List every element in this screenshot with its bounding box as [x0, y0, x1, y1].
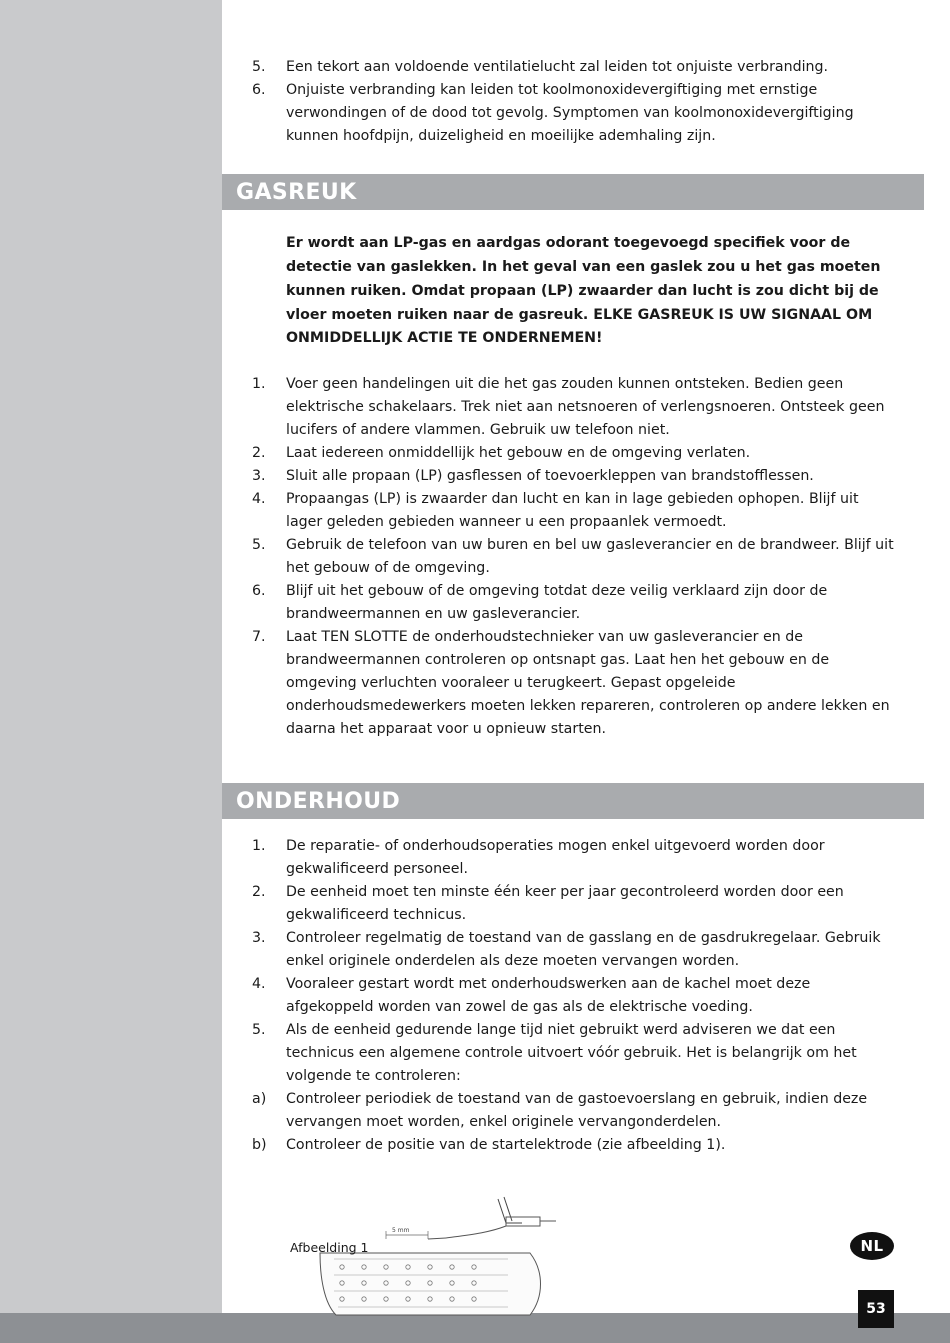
- list-item: [248, 488, 896, 534]
- list-marker: 6.: [252, 82, 266, 98]
- list-item: [248, 534, 896, 580]
- list-item: [248, 442, 896, 465]
- list-marker: 4.: [252, 491, 266, 508]
- list-text: Gebruik de telefoon van uw buren en bel uw gasleverancier en de brandweer. Blijf uit het gebouw of de omgeving.: [286, 537, 894, 577]
- page-content: [222, 0, 950, 1317]
- list-item: [248, 56, 896, 79]
- list-marker: 2.: [252, 884, 266, 901]
- section-title: ONDERHOUD: [236, 788, 401, 814]
- onderhoud-list: [248, 835, 896, 1157]
- list-item: [248, 881, 896, 927]
- gasreuk-intro-paragraph: Er wordt aan LP-gas en aardgas odorant toegevoegd specifiek voor de detectie van gaslekken. In het geval van een gaslek zou u het gas moeten kunnen ruiken. Omdat propaan (LP) zwaarder dan lucht is zou dicht bij de vloer moeten ruiken naar de gasreuk. ELKE GASREUK IS UW SIGNAAL OM ONMIDDELLIJK ACTIE TE ONDERNEMEN!: [286, 235, 881, 347]
- list-text: Sluit alle propaan (LP) gasflessen of toevoerkleppen van brandstofflessen.: [286, 468, 814, 485]
- list-item: [248, 1019, 896, 1088]
- list-marker: b): [252, 1137, 267, 1154]
- list-marker: 2.: [252, 445, 266, 462]
- section-header-onderhoud: [222, 783, 924, 819]
- page-number-badge: 53: [858, 1290, 894, 1328]
- list-text: Controleer regelmatig de toestand van de gasslang en de gasdrukregelaar. Gebruik enkel originele onderdelen als deze moeten vervangen worden.: [286, 930, 881, 970]
- list-item: [248, 1088, 896, 1134]
- list-text: Laat TEN SLOTTE de onderhoudstechnieker van uw gasleverancier en de brandweermannen controleren op ontsnapt gas. Laat hen het gebouw en de omgeving verluchten vooraleer u terugkeert. Gepast opgeleide onderhoudsmedewerkers moeten lekken repareren, controleren op andere lekken en daarna het apparaat voor u opnieuw starten.: [286, 629, 890, 738]
- list-item: [248, 626, 896, 741]
- list-text: De reparatie- of onderhoudsoperaties mogen enkel uitgevoerd worden door gekwalificeerd personeel.: [286, 838, 825, 878]
- list-item: [248, 465, 896, 488]
- left-margin-band: [0, 0, 222, 1313]
- list-item: [248, 835, 896, 881]
- list-text: De eenheid moet ten minste één keer per jaar gecontroleerd worden door een gekwalificeerd technicus.: [286, 884, 844, 924]
- list-text: Controleer de positie van de startelektrode (zie afbeelding 1).: [286, 1137, 726, 1154]
- list-marker: 7.: [252, 629, 266, 646]
- list-text: Voer geen handelingen uit die het gas zouden kunnen ontsteken. Bedien geen elektrische schakelaars. Trek niet aan netsnoeren of verlengsnoeren. Ontsteek geen lucifers of andere vlammen. Gebruik uw telefoon niet.: [286, 376, 885, 439]
- list-item: [248, 580, 896, 626]
- list-marker: 5.: [252, 1022, 266, 1039]
- list-text: Een tekort aan voldoende ventilatielucht zal leiden tot onjuiste verbranding.: [286, 59, 829, 75]
- section-title: GASREUK: [236, 179, 357, 205]
- figure-burner-electrode: [308, 1193, 608, 1343]
- list-marker: 5.: [252, 537, 266, 554]
- svg-text:5 mm: 5 mm: [392, 1227, 410, 1235]
- gasreuk-list: [248, 373, 896, 741]
- list-text: Vooraleer gestart wordt met onderhoudswerken aan de kachel moet deze afgekoppeld worden van zowel de gas als de elektrische voeding.: [286, 976, 811, 1016]
- list-item: [248, 973, 896, 1019]
- list-marker: 4.: [252, 976, 266, 993]
- list-item: [248, 1134, 896, 1157]
- list-text: Blijf uit het gebouw of de omgeving totdat deze veilig verklaard zijn door de brandweermannen en uw gasleverancier.: [286, 583, 828, 623]
- list-marker: 3.: [252, 468, 266, 485]
- list-marker: 5.: [252, 59, 266, 75]
- list-text: Controleer periodiek de toestand van de gastoevoerslang en gebruik, indien deze vervangen moet worden, enkel originele vervangonderdelen.: [286, 1091, 868, 1131]
- language-badge: NL: [850, 1232, 894, 1260]
- list-marker: 1.: [252, 376, 266, 393]
- list-marker: 3.: [252, 930, 266, 947]
- list-text: Onjuiste verbranding kan leiden tot koolmonoxidevergiftiging met ernstige verwondingen of de dood tot gevolg. Symptomen van koolmonoxidevergiftiging kunnen hoofdpijn, duizeligheid en moeilijke ademhaling zijn.: [286, 82, 854, 144]
- list-item: [248, 927, 896, 973]
- list-item: [248, 79, 896, 148]
- list-marker: 6.: [252, 583, 266, 600]
- list-text: Propaangas (LP) is zwaarder dan lucht en kan in lage gebieden ophopen. Blijf uit lager geleden gebieden wanneer u een propaanlek vermoedt.: [286, 491, 859, 531]
- section-header-gasreuk: [222, 174, 924, 210]
- list-text: Als de eenheid gedurende lange tijd niet gebruikt werd adviseren we dat een technicus een algemene controle uitvoert vóór gebruik. Het is belangrijk om het volgende te controleren:: [286, 1022, 857, 1085]
- list-marker: a): [252, 1091, 267, 1108]
- figure-caption: Afbeelding 1: [290, 1240, 369, 1255]
- list-marker: 1.: [252, 838, 266, 855]
- list-item: [248, 373, 896, 442]
- burner-diagram-icon: [308, 1193, 608, 1343]
- top-list: [248, 56, 896, 148]
- list-text: Laat iedereen onmiddellijk het gebouw en de omgeving verlaten.: [286, 445, 751, 462]
